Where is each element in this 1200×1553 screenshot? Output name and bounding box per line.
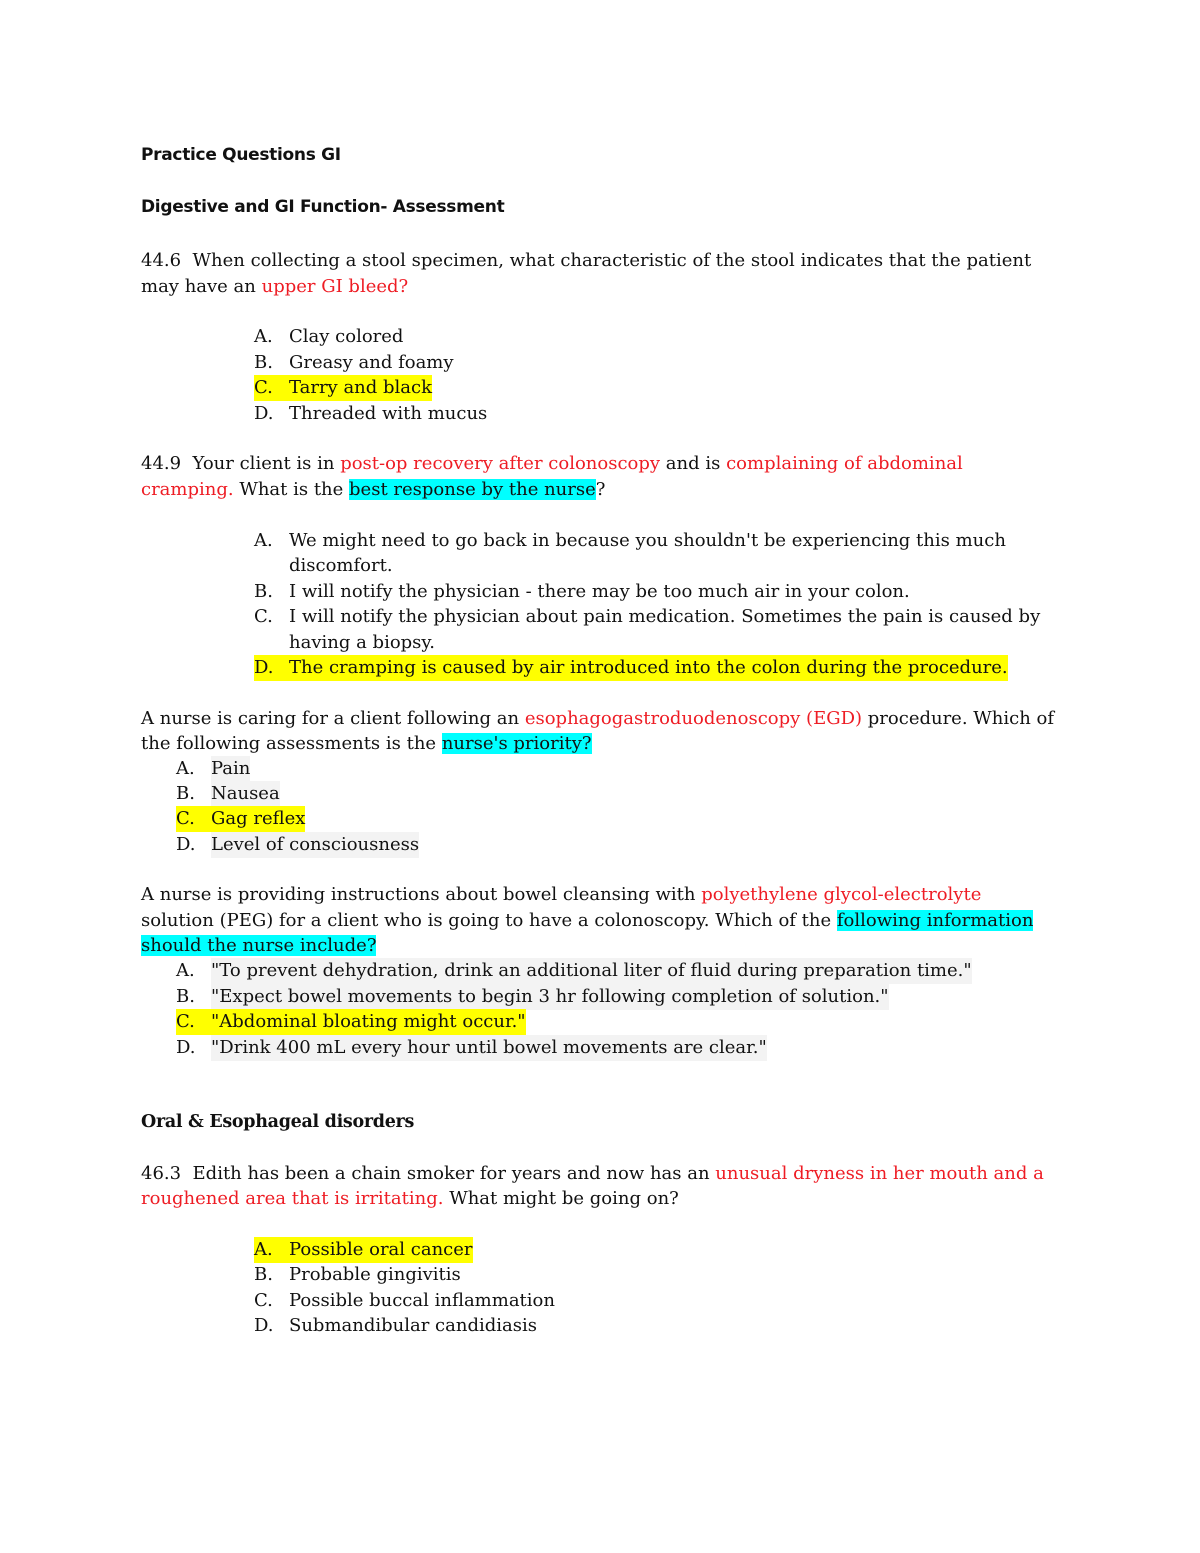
- document-title: Practice Questions GI: [141, 145, 341, 165]
- option-letter: A.: [254, 326, 273, 347]
- option-letter: A.: [254, 1237, 293, 1263]
- question-text: Edith has been a chain smoker for years and now has an: [192, 1163, 716, 1184]
- red-emphasis: upper GI bleed?: [261, 276, 409, 297]
- red-emphasis: polyethylene glycol-electrolyte: [701, 884, 982, 905]
- option-letter: B.: [254, 352, 273, 373]
- option-text: We might need to go back in because you shouldn't be experiencing this much: [289, 530, 1006, 551]
- question-text: procedure. Which of: [862, 708, 1055, 729]
- question-44-6-line1: [141, 248, 1031, 274]
- question-text: Your client is in: [192, 453, 341, 474]
- option-letter: A.: [176, 960, 195, 981]
- question-text: and is: [660, 453, 727, 474]
- question-text: When collecting a stool specimen, what characteristic of the stool indicates that the patient: [192, 250, 1032, 271]
- option-text: Possible oral cancer: [289, 1237, 473, 1263]
- option-letter: C.: [176, 1009, 217, 1035]
- option-text: Level of consciousness: [211, 832, 419, 858]
- question-egd-line2: [141, 731, 592, 757]
- option-letter: B.: [254, 1264, 273, 1285]
- option-letter: D.: [254, 655, 294, 681]
- option-letter: A.: [254, 530, 273, 551]
- question-number: 46.3: [141, 1163, 182, 1184]
- option-text: Greasy and foamy: [289, 352, 454, 373]
- option-letter: B.: [176, 783, 195, 804]
- option-letter: D.: [176, 1037, 196, 1058]
- question-text: solution (PEG) for a client who is going to have a colonoscopy. Which of the: [141, 910, 837, 931]
- question-text: What is the: [233, 479, 350, 500]
- option-text: discomfort.: [289, 555, 393, 576]
- option-text: Pain: [211, 756, 250, 782]
- option-text: having a biopsy.: [289, 632, 435, 653]
- option-letter: C.: [254, 606, 273, 627]
- question-text: A nurse is caring for a client following an: [141, 708, 525, 729]
- question-text: the following assessments is the: [141, 733, 442, 754]
- question-peg-line1: [141, 882, 981, 908]
- option-text: "Expect bowel movements to begin 3 hr following completion of solution.": [211, 984, 889, 1010]
- question-44-9-line2: [141, 477, 605, 503]
- question-egd-line1: [141, 706, 1054, 732]
- option-text: Gag reflex: [211, 806, 305, 832]
- question-text: may have an: [141, 276, 262, 297]
- cyan-highlight: nurse's priority?: [441, 733, 592, 754]
- question-number: 44.9: [141, 453, 182, 474]
- red-emphasis: roughened area that is irritating.: [141, 1188, 444, 1209]
- question-46-3-line2: [141, 1186, 679, 1212]
- question-46-3-line1: [141, 1161, 1044, 1187]
- question-number: 44.6: [141, 250, 182, 271]
- option-text: Probable gingivitis: [289, 1264, 461, 1285]
- option-text: "Drink 400 mL every hour until bowel movements are clear.": [211, 1035, 767, 1061]
- option-letter: D.: [254, 1315, 274, 1336]
- option-text: "To prevent dehydration, drink an additional liter of fluid during preparation time.": [211, 958, 972, 984]
- option-text: Nausea: [211, 781, 280, 807]
- option-text: I will notify the physician about pain medication. Sometimes the pain is caused by: [289, 606, 1041, 627]
- option-text: Tarry and black: [289, 375, 432, 401]
- section-title-assessment: Digestive and GI Function- Assessment: [141, 197, 505, 217]
- option-letter: C.: [254, 1290, 273, 1311]
- option-text: Possible buccal inflammation: [289, 1290, 555, 1311]
- option-letter: D.: [176, 834, 196, 855]
- question-peg-line2: [141, 908, 1033, 934]
- option-text: Threaded with mucus: [289, 403, 488, 424]
- option-letter: D.: [254, 403, 274, 424]
- question-text: A nurse is providing instructions about bowel cleansing with: [141, 884, 702, 905]
- red-emphasis: unusual dryness in her mouth and a: [715, 1163, 1044, 1184]
- question-44-9-line1: [141, 451, 963, 477]
- option-text: I will notify the physician - there may be too much air in your colon.: [289, 581, 910, 602]
- section-title-oral-esophageal: Oral & Esophageal disorders: [141, 1112, 415, 1132]
- option-text: "Abdominal bloating might occur.": [211, 1009, 526, 1035]
- option-letter: C.: [176, 806, 217, 832]
- option-text: Submandibular candidiasis: [289, 1315, 537, 1336]
- red-emphasis: post-op recovery after colonoscopy: [340, 453, 661, 474]
- option-text: The cramping is caused by air introduced into the colon during the procedure.: [289, 655, 1008, 681]
- option-text: Clay colored: [289, 326, 404, 347]
- question-44-6-line2: [141, 274, 408, 300]
- option-letter: B.: [176, 986, 195, 1007]
- question-text: What might be going on?: [443, 1188, 679, 1209]
- question-peg-line3: [141, 933, 376, 959]
- option-letter: A.: [176, 758, 195, 779]
- red-emphasis: cramping.: [141, 479, 234, 500]
- cyan-highlight: should the nurse include?: [141, 935, 377, 956]
- cyan-highlight: following information: [836, 910, 1034, 931]
- cyan-highlight: best response by the nurse: [349, 479, 596, 500]
- question-text: ?: [595, 479, 606, 500]
- option-letter: C.: [254, 375, 295, 401]
- option-letter: B.: [254, 581, 273, 602]
- red-emphasis: esophagogastroduodenoscopy (EGD): [524, 708, 863, 729]
- red-emphasis: complaining of abdominal: [726, 453, 963, 474]
